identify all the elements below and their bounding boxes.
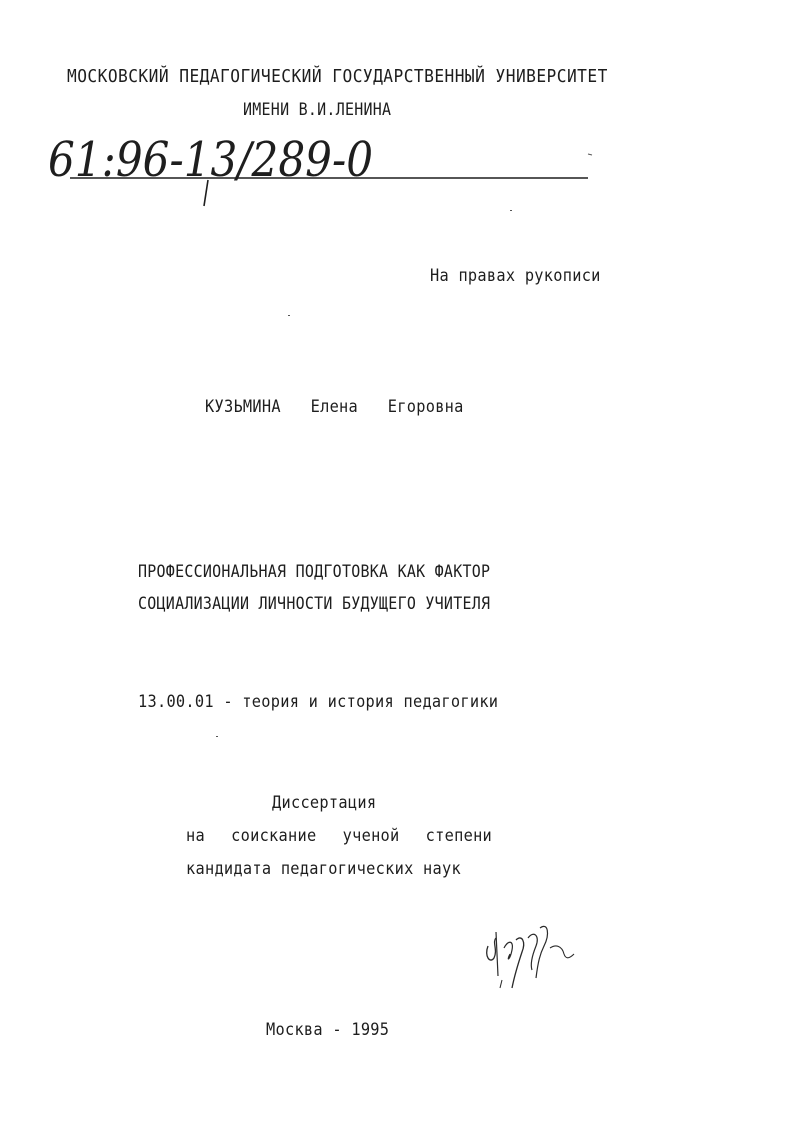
handwritten-catalog-number xyxy=(40,118,600,218)
paper-speck xyxy=(510,210,512,211)
handwritten-signature xyxy=(478,918,588,998)
university-name-line2: ИМЕНИ В.И.ЛЕНИНА xyxy=(243,100,392,120)
city-and-year: Москва - 1995 xyxy=(266,1020,390,1040)
paper-speck xyxy=(216,736,218,737)
degree-line1: на соискание ученой степени xyxy=(186,826,493,846)
rights-note: На правах рукописи xyxy=(430,266,601,286)
paper-speck xyxy=(288,315,290,316)
dissertation-title-line1: ПРОФЕССИОНАЛЬНАЯ ПОДГОТОВКА КАК ФАКТОР xyxy=(138,562,491,582)
author-name: КУЗЬМИНА Елена Егоровна xyxy=(205,397,464,417)
dissertation-label: Диссертация xyxy=(272,793,377,813)
specialty-code: 13.00.01 - теория и история педагогики xyxy=(138,692,499,712)
catalog-number-text: 61:96-13/289-0 xyxy=(48,132,373,188)
dissertation-title-line2: СОЦИАЛИЗАЦИИ ЛИЧНОСТИ БУДУЩЕГО УЧИТЕЛЯ xyxy=(138,594,491,614)
degree-line2: кандидата педагогических наук xyxy=(186,859,461,879)
university-name-line1: МОСКОВСКИЙ ПЕДАГОГИЧЕСКИЙ ГОСУДАРСТВЕННЫЙ УНИВЕРСИТЕТ xyxy=(67,66,608,87)
